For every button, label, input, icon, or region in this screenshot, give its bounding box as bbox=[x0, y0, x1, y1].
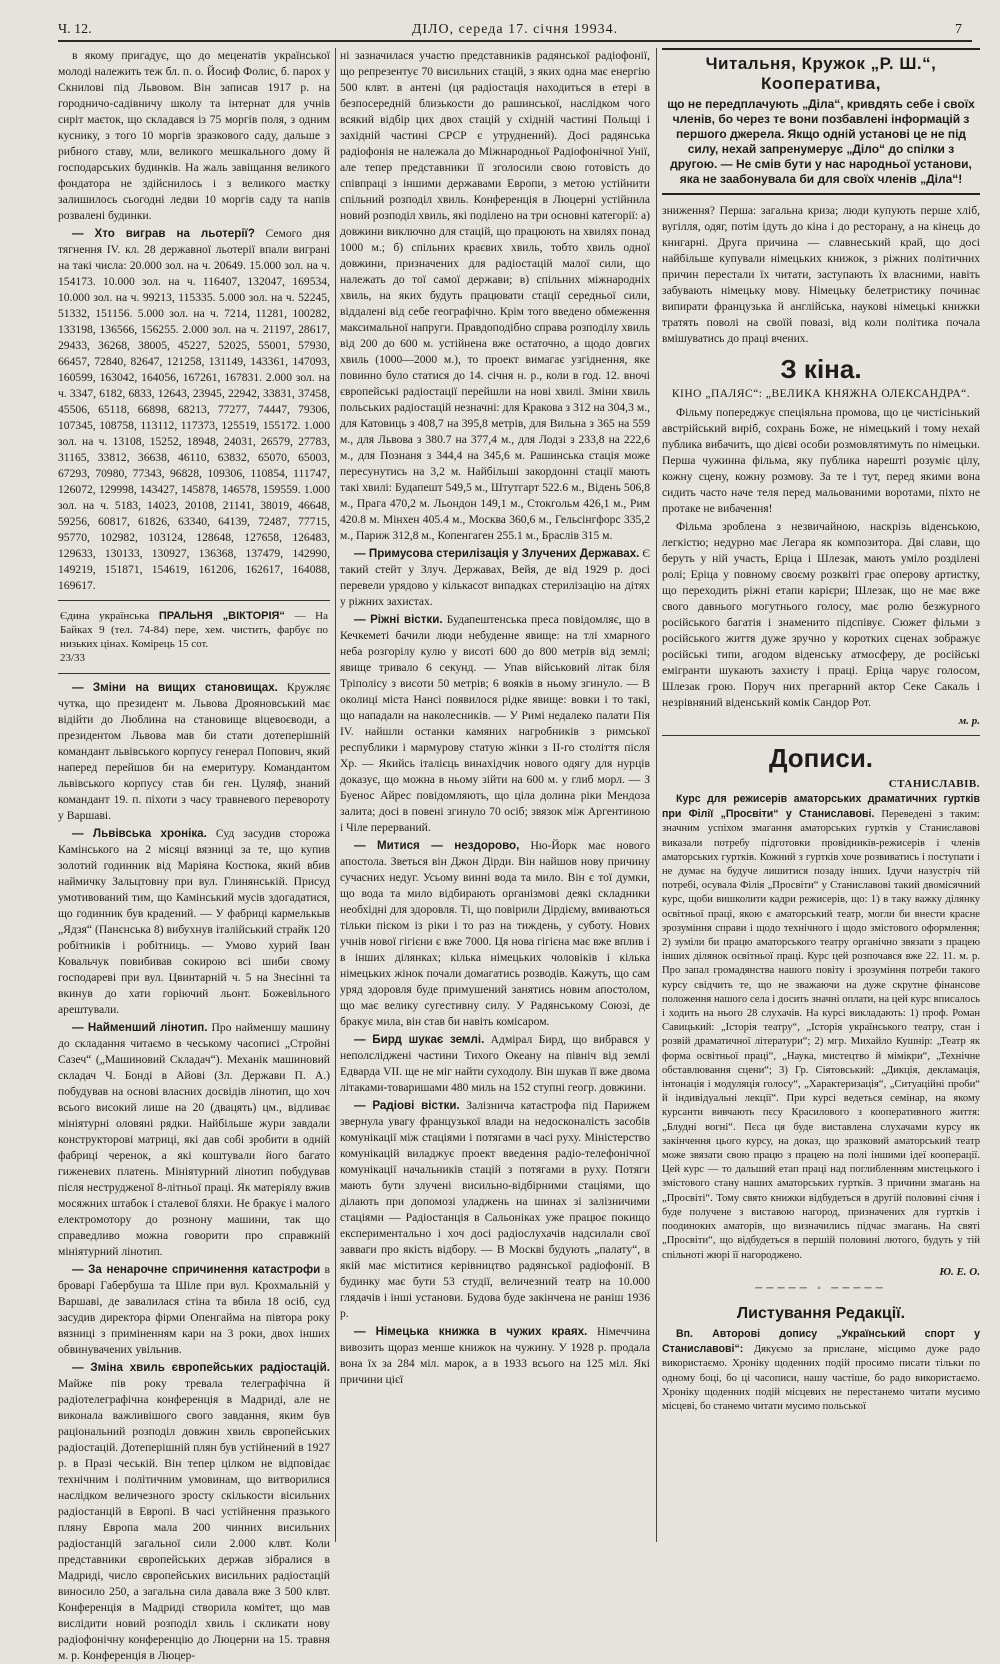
news-item-text: Семого дня тягнення IV. кл. 28 державної льотерії впали виграні на такі числа: 20.000 зол. на ч. 20649. 15.000 зол. на ч. 154173. 10.000 зол. на ч. 116407, 132047, 169534, 10.000 зол. на ч. 99213, 115335. 5.000 зол. на ч. 52245, 51332, 151156. 5.000 зол. на ч. 7214, 11281, 100282, 133198, 136566, 156255. 2.000 зол. на ч. 21197, 28617, 29433, 36268, 38005, 45227, 52025, 55001, 57930, 66457, 72840, 82647, 121258, 131149, 143361, 147093, 160599, 163042, 164056, 167261, 167831. 2.000 зол. на ч. 3347, 6182, 6833, 12643, 23945, 22942, 33831, 37458, 45506, 65118, 66898, 68213, 77277, 74447, 79306, 107345, 108758, 113112, 117373, 125519, 155172. 1.000 зол. на ч. 13108, 15252, 18948, 24031, 26579, 27783, 31165, 33812, 36638, 46110, 63832, 65070, 65003, 67293, 70980, 77343, 96828, 109306, 110854, 111747, 126072, 129998, 143427, 145878, 146578, 159559. 1.000 зол. на ч. 5183, 14023, 20108, 21141, 38019, 46648, 59256, 60817, 61826, 63340, 64139, 72487, 77715, 95770, 102982, 103124, 128648, 127658, 126483, 129633, 130133, 130927, 136368, 137479, 142990, 149219, 151871, 154619, 161206, 162617, 164088, 169617. bbox=[58, 227, 330, 592]
letters-text: Дякуємо за приcлане, місцимо дуже радо використаємо. Хроніку щоденних подій просимо писати тільки по одному боці, бо ці часописи, нашу частіше, бо радо використаємо. Хроніку щоденних подій місцевих не перестанемо читати мусимо місцеві, бо станемо читати мусимо польської bbox=[662, 1344, 980, 1412]
news-item-title: — Ріжні вістки. bbox=[354, 613, 443, 626]
news-item-text: Про найменшу машину до складання читаємо в чеському часописі „Стройні Сазеч“ („Машиновий Складач“). Механік машиновий складач Ч. Бонді в Айові (Зл. Держави П. А.) побудував на основі власних досвідів лінотип, що хоч всього високий лише на 20 (двацять) цм., відливає мініятурні оловяні рядки. Найбільше жури завдали конструкторові матриці, які дав собі зробити в одній фабриці черенок, а які коштували його багато гиженевих платень. Мініятурний лінотип побудував після неструдженої 8-літньої праці. Як матеріялу вжив мосяжних штабок і сталевої бляхи. Не бракує і малого електромотору до рознону машини, так що справедливо можна говорити про справжній мініятурний лінотип. bbox=[58, 1021, 330, 1258]
ad-lead: Єдина українська bbox=[60, 610, 150, 622]
cinema-subheading: КІНО „ПАЛЯС“: „ВЕЛИКА КНЯЖНА ОЛЕКСАНДРА“. bbox=[671, 388, 971, 400]
column-divider bbox=[335, 48, 336, 1542]
page-number-left: Ч. 12. bbox=[58, 22, 92, 37]
news-item-text: Адмірал Бирд, що вибрався у неполсліджені частини Тихого Океану на північ від землі Едварда VII. ще не міг найти суходолу. Він шукав її вже двома літаками-товаришами 480 миль на 152 ступні геогр. довжини. bbox=[340, 1033, 650, 1094]
news-item-title: — Радіові вістки. bbox=[354, 1099, 460, 1112]
news-item-text: Ню-Йорк має нового апостола. Зветься він Джон Дірди. Він найшов нову причину сучасних недуг. Усьому винні вода та мило. Він є тої думки, що вода та мило відбирають організмові деякі складники необхідні для здоровля. Ті, що повірили Дірдієму, вмиваються тільки піском із ріки і то раз на тиждень, у суботу. Нових учнів нової гігієни є вже 7000. Ця нова гігієна має вже вплив і в інших ділянках; кілька німецьких чоловіків і кілька німецьких жінок почали домагатись розводів. Кажуть, що сам уряд здоровля буде примушений занятись новим апостолом, що має велику сугестивну силу. У Радянському Союзі, де бракує мила, він став би навіть комісаром. bbox=[340, 839, 650, 1028]
news-item bbox=[340, 1098, 650, 1322]
news-item-title: — Зміни на вищих становищах. bbox=[72, 681, 278, 694]
news-item bbox=[340, 612, 650, 836]
news-item-title: — Львівська хроніка. bbox=[72, 827, 207, 840]
letters-body bbox=[662, 1327, 980, 1414]
letters-paragraph bbox=[662, 1327, 980, 1414]
notice-title: Читальня, Кружок „Р. Ш.“, Кооператива, bbox=[705, 54, 937, 93]
review-paragraph: Фільма зроблена з незвичайною, наскрізь віденською, легкістю; недурно має Легара як композитора. Дві слави, що беруть у ній участь, Ерiца і Шлезак, мають умілo розділені ролі; Еріца у повному своєму розквіті грає оперову артистку, що переходить ріжні етапи карієри; Шлезак, що не має вже свого давнього могутнього голосу, має ролю безжурного російського багатія і знаменито підспівує. Сюжет фільми з російського життя дуже зручно у коротких сценах зображує російські типи, агодом віденську атмосферу, де російські емігранти шукають захисту і праці. Еріца чарує голосом, Шлезак грою. Поруч них прегарний актор Секе Сакаль і незрівняний віденський комік Сандор Рот. bbox=[662, 520, 980, 709]
news-item-title: — Хто виграв на льотерії? bbox=[72, 227, 255, 240]
ornament-divider: ───── ◦ ───── bbox=[755, 1282, 887, 1294]
news-item bbox=[340, 546, 650, 610]
ad-code: 23/33 bbox=[60, 652, 86, 664]
column-1 bbox=[58, 48, 330, 1662]
notice-text: що не передплачують „Діла“, кривдять себе і своїх членів, бо через те вони позбавлені інформацій з першого джерела. Якщо одній установі це не під силу, нехай запренумерує „Діло“ до спілки з другою. — Не смів бути у нас народньої установи, яка не заабонувала би для своїх членів „Діла“! bbox=[667, 97, 975, 186]
news-item-text: Німеччина вивозить щораз менше книжок на чужину. У 1928 р. продала вона їх за 284 міл. марок, а в 1933 всього на 125 міл. Які причини цієї bbox=[340, 1325, 651, 1386]
report-signature: Ю. Е. О. bbox=[939, 1265, 980, 1278]
section-heading-editorial-letters: Листування Редакції. bbox=[736, 1304, 906, 1322]
column-3 bbox=[662, 48, 980, 1546]
page-number-right: 7 bbox=[955, 22, 962, 37]
column-divider bbox=[656, 48, 657, 1542]
review-signature: м. р. bbox=[958, 715, 980, 727]
news-item bbox=[340, 1324, 650, 1388]
news-item-title: — За ненарочне спричинення катастрофи bbox=[72, 1263, 321, 1276]
divider bbox=[58, 673, 330, 674]
news-item-title: — Німецька книжка в чужих краях. bbox=[354, 1325, 588, 1338]
ad-name: ПРАЛЬНЯ „ВІКТОРІЯ“ bbox=[158, 610, 285, 622]
divider bbox=[58, 600, 330, 601]
news-item bbox=[58, 826, 330, 1018]
news-item-title: — Примусова стерилізація у Злучених Державах. bbox=[354, 547, 640, 560]
news-item bbox=[340, 838, 650, 1030]
report-place: СТАНИСЛАВІВ. bbox=[888, 778, 980, 790]
news-item bbox=[58, 1262, 330, 1358]
news-item-title: — Зміна хвиль європейських радіостацій. bbox=[72, 1361, 330, 1374]
letters-lead: Вп. Авторові допису „Український спорт у Станиславові“: bbox=[662, 1327, 980, 1356]
news-item bbox=[58, 1360, 330, 1664]
news-item bbox=[58, 1020, 330, 1260]
column-2 bbox=[340, 48, 650, 1546]
section-heading-reports: Дописи. bbox=[768, 743, 874, 773]
ad-text: — На Байках 9 (тел. 74-84) пере, хем. чистить, фарбує по низьких цінах. Комірець 15 сот. bbox=[60, 610, 329, 650]
subscription-notice bbox=[662, 48, 980, 195]
news-item-title: — Бирд шукає землі. bbox=[354, 1033, 485, 1046]
masthead-title: ДІЛО, середа 17. січня 19934. bbox=[411, 22, 619, 37]
news-item-text: Будапештенська преса повідомляє, що в Кечкеметі бачили люди небуденне явище: на тлі хмарного неба розгорілу кулю у висоті 600 до 800 метрів від землі; явище тривало 6 секунд. — Упав військовий літак біля Тріполісу з висоти 50 метрів; 6 вояків в ньому згинуло. — В околиці міста Нансі появилося рідке явище: вовки і то такі, що нападали на наколесників. — У Римі недалеко палати Пія IV. найшли останки камяних нагробників з римської республики і мармурову статую жінки з II-го століття після Хр. — Якийсь італієць винахідчик нового одягу для нурців доказує, що можна в ньому зійти на 600 м. у глиб морл. — З Буенос Айрес повідомляють, що ціла долина ріки Мендоза залита; досі в повені згинуло 70 осіб; звязок між Аргентиною і Чіле перерваний. bbox=[340, 613, 650, 834]
article-paragraph: в якому пригадує, що до меценатів української молоді належить теж бл. п. о. Йосиф Фолис, б. парох у Скнилові під Львовом. Він записав 1917 р. на городничо-садівничу школу та інтернат для учнів сиріт маєток, що складався із 75 моргів поля, з одним куснику, з того 10 моргів зразкового саду, дальше з рибного ставу, мли, великого мешкального дому й господарських будинків. На жаль завіщання великого фондатора не здійснилось і з великого маєтку залишилось сьогодні ледви 10 моргів саду та напів розвалені будинки. bbox=[58, 49, 330, 222]
news-item bbox=[58, 226, 330, 594]
news-item bbox=[58, 680, 330, 824]
article-paragraph: зниження? Перша: загальна криза; люди купують перше хліб, вугілля, одяг, потім ідуть до кіна і до ресторану, а на кінець до книгарні. Друга причина — славнеський край, що досі найбільше купували німецьких книжок, з ріжних політичних причин перестали їх читати, заступають їх власними, навіть забувають німецьку мову. Німецьку белетристику починає випирати французька й англійська, наукові німецькі книжки тратять поволі на своїй повазі, від коли політика почала вмішуватись до праці вчених. bbox=[662, 204, 980, 345]
news-item bbox=[340, 1032, 650, 1096]
news-item-title: — Найменший лінотип. bbox=[72, 1021, 208, 1034]
report-lead: Курс для режисерів аматорських драматичних гуртків при Філії „Просвіти“ у Станиславові. bbox=[662, 793, 980, 821]
news-item-text: в броварі Габербуша та Шіле при вул. Крохмальній у Варшаві, де завалилася стіна та вбила 18 осіб, суд засудив директора фірми Опенгайма на півтора року вязниці з приміненням кари на 3 роки, двох інших обвинувачених увільнив. bbox=[58, 1263, 330, 1356]
report-text: Переведені з таким: значним успіхом змагання аматорських гуртків у Станиславові виказали потребу підготовки провідників-режисерів і членів аматорських гуртків. Кожний з гуртків хоче розвиватись і поступати і не думає на будуче лишитися позаду інших. Ідучи назустріч тій потребі, осувала Філія „Просвіти“ у Станиславові такий двомісячний курс, щоби вишколити кадри режисерів, що: 1) в таку важку ділянку освітньої праці, якою є аматорський театр, могли би внести красне зрозуміння справи і щодо технічного і щодо змістового оформлення; 2) зуміли би працю аматорського театру органічно звязати з працею інших ділянок освітньої праці. Курс цей розпочався вже 22. 11. м. р. Про запал громадянства нашого повіту і зрозуміння потреби такого курсу свідчить те, що не зважаючи на дуже скрутне фінансове положення нашого села і досить значні оплати, на цей курс вписалось і ходить на нього 28 слухачів. На курсі викладають: 1) проф. Роман Савицький: „Історія театру“, „Історія українського театру, стан і розвій драматичної літератури“; 2) мгр. Михайло Кушнір: „Театр як форма освітньої праці“, „Наука, мистецтво й мімікри“, „Технічне обставлювання сцени“; 3) Гр. Сіятовський: „Дикція, декламація, інтонація і модуляція голосу“, „Характеризація“, „Ситуаційні проби“ й індивідуальні лекції“. При курсі ведеться семінар, на якому курсанти вивчають пєсу Красилового з кооперативного життя: „Блудні вогні“. Пєса ця буде виставлена слухачами курсу як закінчення цього курсу, на доказ, що зразковий аматорський театр може звязати свою працю з працею на полі іншими ідеї кооперації. Цей курс — то дальший етап праці над поглибленням мистецького і змістового стану наших аматорських гуртків. З причини змагань на „Просвіті“. Тому свято книжки відбудеться в другій половині січня і буде получене з виставою нагород, призначених для гуртків і поодиноких аматорів, що визначились підчас змагань. На святі „Просвіти“, що відбудеться в першій половині лютого, будуть у тій спільноті жюрі її нагороджено. bbox=[662, 809, 980, 1261]
masthead bbox=[58, 20, 972, 42]
advertisement bbox=[58, 607, 330, 667]
news-item-text: Є такий стейт у Злуч. Державах, Вейя, де від 1929 р. досі перевели урядово у кількасот випадках стерилізацію на дітях у ріжних захистах. bbox=[340, 547, 650, 608]
article-paragraph: ні зазначилася участю представників радянської радіофонії, що репрезентує 70 висильних стацій, з яких одна має енергію 500 клвт. в антені (ця радіостація находиться в етері в безпосередній близькости до рашинської, наслідком чого всякий відбір цих двох стацій у східній частині Польщі і західній частині СРСР є утруднений). Досі радянська радіофонія не належала до Міжнародньої Радіофонічної Унії, але тепер представники її зголосили свою готовість до співпраці з іншими державами Европи, з метою устійнити спільний розподіл хвиль. Конференція в Люцерні устійнила новий розподіл хвиль, які поділено на три основні категорії: а) довжини виключно для стацій, що працюють на хвилях понад 1000 м.; б) спільних краєвих хвиль, тобто хвиль одної довжини, призначених для радіостацій малої сили, що належать до тої самої держави; в) спільних міжнародніх хвиль, на яких будуть працювати стації середньої сили, віддалені від себе географічно. Крім того введено обмеження максимальної напруги. Правдоподібно справа розподілу хвиль від 200 до 600 м. устійнена вже остаточно, а щодо довгих хвиль (1000—2000 м.), то проект вимагає узгіднення, яке повинно було статися до 14. січня н. р., коли в год. 12. вночі європейські радіостації перейшли на нові хвилі. Зміни хвиль польських радіостацій незначні: для Кракова з 312 на 304,3 м., для Катовиць з 408,7 на 395,8 метрів, для Вильна з 365 на 559 м., для Львова з 380.7 на 377,4 м., для Лодзі з 233,8 на 222,6 м., для Познаня з 344,4 на 345,6 м. Рашинська стація може пересунутись на 3,2 м. Найбільші закордонні стації мають такі хвилі: Будапешт 549,5 м., Штутгарт 522.6 м., Відень 506,8 м., Прага 470,2 м. Льондон 149,1 м., Стокгольм 426,1 м., Рим 420.8 м. Мінхен 405.4 м., Москва 360,6 м., Гельсінгфорс 335,2 м., Париж 312,8 м., Копенгаген 255.1 м., Браслів 315 м. bbox=[340, 49, 651, 542]
news-item-text: Залізнича катастрофа під Парижем звернула увагу французької влади на недосконалість засобів комунікації між стаціями і потягами в часі руху. Міністерство комунікацій виладжує проект введення радіо-телефонічної комунікації начальників стацій з потягами в руху. Потяги мають бути злучені висильно-відбірними стаціями, що ділають при допомозі уладжень на шинах зі залізничими стаціями — Радіостанція в Сальоніках уже працює покищо експериментально і хоч досі радіослухачів надсилали свої завваги про якість відбору. — В Москві будують „палату“, в якій має міститися керівництво радянської радіофонії. В будинку має бути 53 студії, величезний театр на 10.000 глядачів і інші установи. Будова буде закінчена не раніш 1936 р. bbox=[340, 1099, 650, 1320]
news-item-text: Суд засудив сторожа Камінського на 2 місяці вязниці за те, що купив золотий годинник від Маріяна Костюка, який вбив наймичку Зальцтовну при вул. Глинянській. Присуд умотивований тим, що Камінський мусів здогадатися, що годинник був крадений. — У фабриці кармелькыв „Ядзя“ (Панєнська 8) вибухнув італійський страйк 120 робітників і робітниць. — Умово хурий Іван Ковальчук повибивав сокирою всі шиби свому господареві при вул. Цвинтарній ч. 5 на Знесінні та вкинув до хати горіючий льонт. Божевільного арештували. bbox=[58, 827, 330, 1016]
report-body bbox=[662, 792, 980, 1279]
news-item-text: Кружляє чутка, що президент м. Львова Дрояновський має відійти до Люблина на становище віцевоєводи, а президентом Львова мав би стати дотеперішній командант львівського корпусу генерал Попович, який наперед перейшов би на емеритуру. Командантом львівського корпусу став би ген. Цуляф, знаний командант 19. п. піхоти з часу травневого перевороту у Варшаві. bbox=[58, 681, 330, 822]
news-item-title: — Митися — нездорово, bbox=[354, 839, 520, 852]
section-heading-cinema: З кіна. bbox=[780, 354, 862, 384]
news-item-text: Майже пів року тревала телеграфічна й радіотелеграфічна конференція в Мадриді, але не виконала важливішого свого завдання, яким був раціональний розподіл довжин хвиль європейських радіостацій. Дотеперішній плян був устійнений в 1927 р. в Празі чеській. Він тепер цілком не відповідає технічним і політичним умовинам, що витворилися наслідком величезного зросту скількости вісильних радіостанцій в Европі. В часі устійнення празького пляну Европа мала 200 чинних висильних радіостанцій загальної сили 2.000 клвт. Коли представники європейських держав зібралися в Мадриді, число європейських висильних радіостацій виносило 250, а загальна сила давала вже 3 500 клвт. Конференція в Мадриді створила комітет, що мав вислідити новий розподіл хвиль і скликати нову радіофонічну конференцію до Люцерни на 15. травня м. р. Конференція в Люцер- bbox=[58, 1377, 330, 1662]
divider bbox=[662, 735, 980, 736]
report-paragraph bbox=[662, 792, 980, 1263]
review-paragraph: Фільму попереджує спеціяльна промова, що це чистісінький австрійський виріб, сохрань Боже, не німецький і тому нехай публика вибачить, що дієві особи розмовлятимуть по німецьки. Перша чужинна фільма, яку публика нарешті розуміє цілу, кожну сцену, кожну розмову. За те і тут, перед якими вона сидить часто наче теля перед мальованими воротами, піхто не протаке не вибачення! bbox=[662, 406, 980, 515]
